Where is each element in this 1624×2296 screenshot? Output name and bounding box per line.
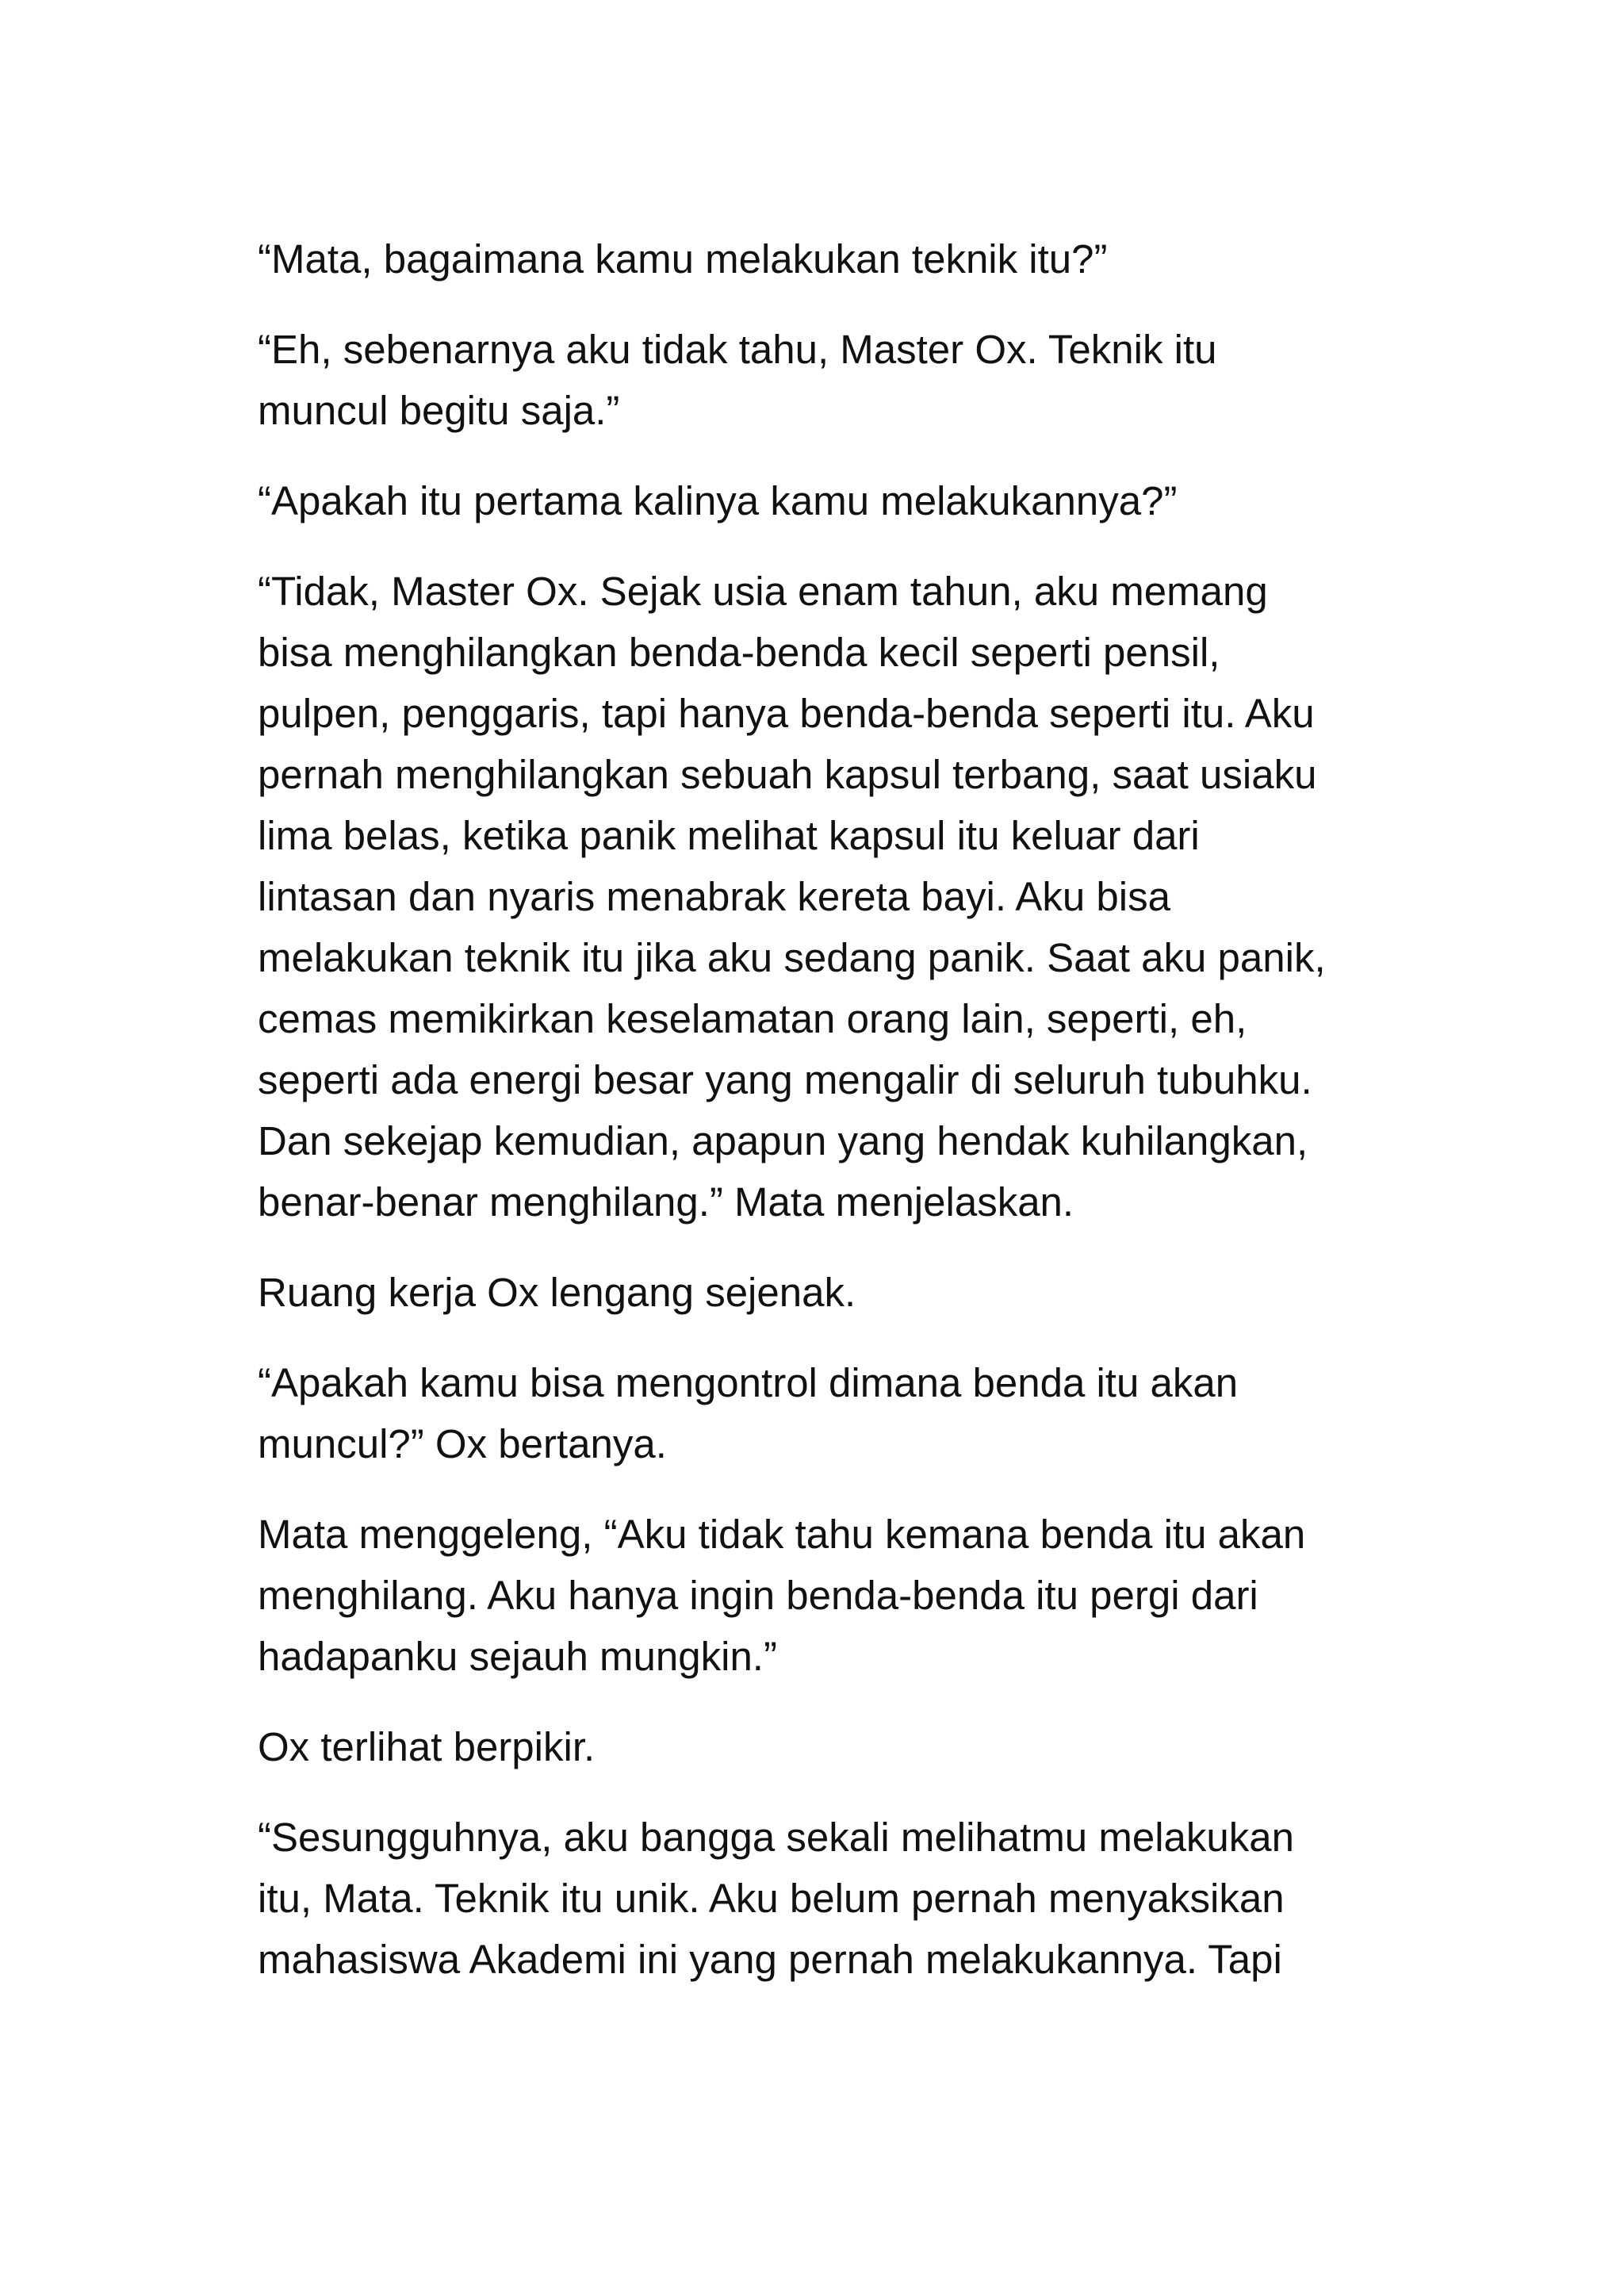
text-line: lima belas, ketika panik melihat kapsul itu keluar dari (258, 813, 1200, 858)
paragraph-3 (258, 470, 1392, 531)
paragraph-9 (258, 1807, 1392, 1990)
text-line: “Eh, sebenarnya aku tidak tahu, Master Ox. Teknik itu (258, 327, 1217, 372)
paragraph-1 (258, 228, 1392, 289)
text-line: Mata menggeleng, “Aku tidak tahu kemana benda itu akan (258, 1512, 1306, 1557)
paragraph-8 (258, 1716, 1392, 1777)
text-line: Dan sekejap kemudian, apapun yang hendak kuhilangkan, (258, 1118, 1308, 1163)
text-line: Ox terlihat berpikir. (258, 1724, 596, 1769)
paragraph-7 (258, 1504, 1392, 1687)
text-line: “Apakah itu pertama kalinya kamu melakukannya?” (258, 478, 1178, 523)
body-text (258, 228, 1392, 2019)
text-line: “Sesungguhnya, aku bangga sekali melihatmu melakukan (258, 1815, 1294, 1860)
paragraph-6 (258, 1352, 1392, 1474)
paragraph-2 (258, 319, 1392, 441)
text-line: melakukan teknik itu jika aku sedang panik. Saat aku panik, (258, 935, 1326, 980)
text-line: Ruang kerja Ox lengang sejenak. (258, 1270, 856, 1315)
text-line: pulpen, penggaris, tapi hanya benda-benda seperti itu. Aku (258, 691, 1315, 736)
text-line: cemas memikirkan keselamatan orang lain, seperti, eh, (258, 996, 1247, 1041)
text-line: pernah menghilangkan sebuah kapsul terbang, saat usiaku (258, 752, 1317, 797)
text-line: bisa menghilangkan benda-benda kecil seperti pensil, (258, 630, 1220, 675)
text-line: “Tidak, Master Ox. Sejak usia enam tahun, aku memang (258, 569, 1268, 614)
paragraph-4 (258, 561, 1392, 1232)
text-line: hadapanku sejauh mungkin.” (258, 1634, 777, 1679)
text-line: seperti ada energi besar yang mengalir di seluruh tubuhku. (258, 1057, 1312, 1102)
text-line: muncul?” Ox bertanya. (258, 1421, 667, 1466)
text-line: muncul begitu saja.” (258, 388, 620, 433)
text-line: menghilang. Aku hanya ingin benda-benda itu pergi dari (258, 1573, 1258, 1618)
text-line: “Mata, bagaimana kamu melakukan teknik itu?” (258, 236, 1108, 282)
paragraph-5 (258, 1262, 1392, 1323)
text-line: lintasan dan nyaris menabrak kereta bayi. Aku bisa (258, 874, 1170, 919)
text-line: mahasiswa Akademi ini yang pernah melakukannya. Tapi (258, 1937, 1282, 1982)
text-line: itu, Mata. Teknik itu unik. Aku belum pernah menyaksikan (258, 1876, 1285, 1921)
text-line: “Apakah kamu bisa mengontrol dimana benda itu akan (258, 1360, 1239, 1405)
text-line: benar-benar menghilang.” Mata menjelaskan. (258, 1179, 1074, 1225)
